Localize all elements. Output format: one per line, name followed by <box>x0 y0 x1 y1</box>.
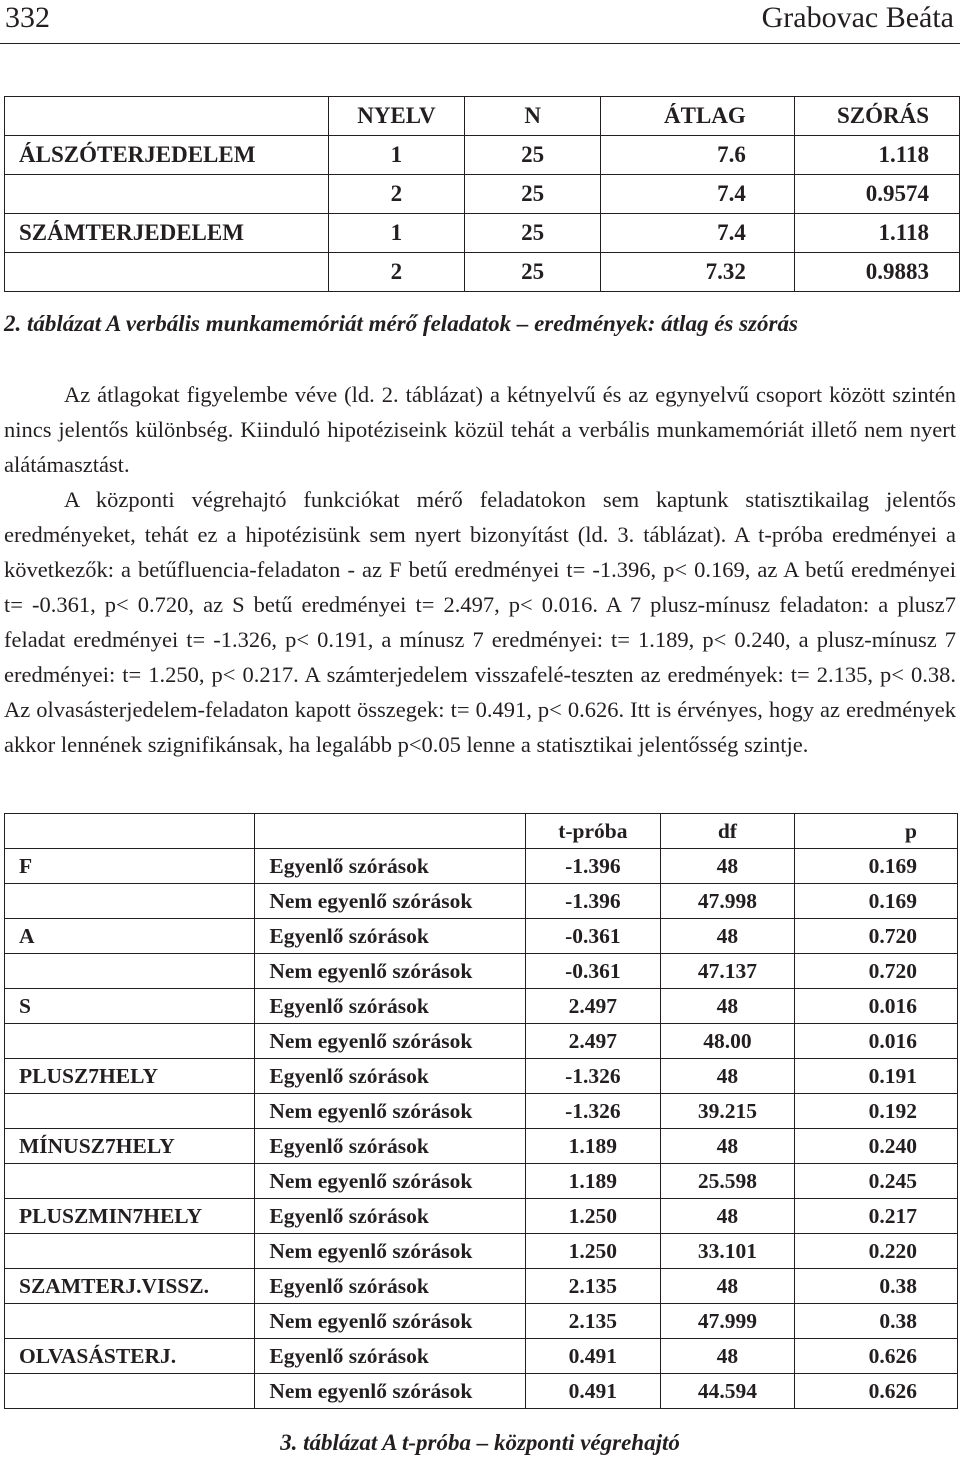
column-header: t-próba <box>526 814 660 849</box>
table-cell: SZAMTERJ.VISSZ. <box>5 1269 255 1304</box>
table-cell: Nem egyenlő szórások <box>255 884 526 919</box>
table-cell: A <box>5 919 255 954</box>
table-cell <box>5 1024 255 1059</box>
table-cell: PLUSZ7HELY <box>5 1059 255 1094</box>
table-cell: 2.135 <box>526 1304 660 1339</box>
table-row <box>5 919 958 954</box>
table-cell: -0.361 <box>526 919 660 954</box>
table-cell: 47.137 <box>660 954 795 989</box>
table-cell: 44.594 <box>660 1374 795 1409</box>
paragraph: A központi végrehajtó funkciókat mérő feladatokon sem kaptunk statisztikailag jelentős eredményeket, tehát ez a hipotézisünk sem nyert bizonyítást (ld. 3. táblázat). A t-próba eredményei a következők: a betűfluencia-feladaton - az F betű eredményei t= -1.396, p< 0.169, az A betű eredményei t= -0.361, p< 0.720, az S betű eredményei t= 2.497, p< 0.016. A 7 plusz-mínusz feladaton: a plusz7 feladat eredményei t= -1.326, p< 0.191, a mínusz 7 eredményei: t= 1.189, p< 0.240, a plusz-mínusz 7 eredményei: t= 1.250, p< 0.217. A számterjedelem visszafelé-teszten az eredmények: t= 2.135, p< 0.38. Az olvasásterjedelem-feladaton kapott összegek: t= 0.491, p< 0.626. Itt is érvényes, hogy az eredmények akkor lennének szignifikánsak, ha legalább p<0.05 lenne a statisztikai jelentősség szintje. <box>4 487 956 757</box>
table-cell <box>5 1304 255 1339</box>
table-row <box>5 1024 958 1059</box>
table-cell: 1 <box>329 214 465 253</box>
table-cell: Egyenlő szórások <box>255 1129 526 1164</box>
table-cell: 1 <box>329 136 465 175</box>
table-cell: Egyenlő szórások <box>255 849 526 884</box>
column-header: ÁTLAG <box>601 97 794 136</box>
table-cell: 0.9883 <box>794 253 959 292</box>
table-cell: 25 <box>464 214 601 253</box>
table-cell <box>5 1094 255 1129</box>
table-cell: 0.192 <box>795 1094 958 1129</box>
table-2-caption: 2. táblázat A verbális munkamemóriát mérő feladatok – eredmények: átlag és szórás <box>4 311 798 336</box>
table-cell: 7.32 <box>601 253 794 292</box>
table-row <box>5 1269 958 1304</box>
table-cell: 1.189 <box>526 1164 660 1199</box>
table-cell: -1.326 <box>526 1059 660 1094</box>
table-row <box>5 954 958 989</box>
table-cell: 0.217 <box>795 1199 958 1234</box>
table-cell: 48 <box>660 1199 795 1234</box>
page-header <box>0 0 960 40</box>
table-cell: -1.396 <box>526 884 660 919</box>
table-cell: Nem egyenlő szórások <box>255 1164 526 1199</box>
table-2-body <box>5 97 960 292</box>
table-cell: 0.169 <box>795 884 958 919</box>
table-cell: F <box>5 849 255 884</box>
table-row <box>5 214 960 253</box>
table-2 <box>4 96 960 292</box>
table-cell: 0.191 <box>795 1059 958 1094</box>
table-cell: 2.497 <box>526 1024 660 1059</box>
table-cell: 7.4 <box>601 214 794 253</box>
table-cell: 33.101 <box>660 1234 795 1269</box>
table-cell: Egyenlő szórások <box>255 1339 526 1374</box>
table-cell: 0.9574 <box>794 175 959 214</box>
table-cell: 1.189 <box>526 1129 660 1164</box>
table-cell: Nem egyenlő szórások <box>255 1024 526 1059</box>
body-text <box>4 377 956 762</box>
table-cell: 48 <box>660 1339 795 1374</box>
table-cell: 2 <box>329 175 465 214</box>
table-cell: Egyenlő szórások <box>255 919 526 954</box>
table-cell: 0.220 <box>795 1234 958 1269</box>
table-cell: 25 <box>464 175 601 214</box>
table-cell: 0.016 <box>795 1024 958 1059</box>
table-3-body <box>5 814 958 1409</box>
table-cell <box>5 253 329 292</box>
column-header <box>255 814 526 849</box>
column-header: SZÓRÁS <box>794 97 959 136</box>
table-cell: -1.326 <box>526 1094 660 1129</box>
table-cell: 7.6 <box>601 136 794 175</box>
table-cell: 7.4 <box>601 175 794 214</box>
table-cell: Nem egyenlő szórások <box>255 1304 526 1339</box>
table-cell: Egyenlő szórások <box>255 1059 526 1094</box>
table-header-row <box>5 814 958 849</box>
table-row <box>5 989 958 1024</box>
table-cell: MÍNUSZ7HELY <box>5 1129 255 1164</box>
table-cell: 48 <box>660 919 795 954</box>
column-header: df <box>660 814 795 849</box>
table-cell: Egyenlő szórások <box>255 1199 526 1234</box>
table-row <box>5 1199 958 1234</box>
table-cell: 0.626 <box>795 1339 958 1374</box>
table-row <box>5 253 960 292</box>
column-header: p <box>795 814 958 849</box>
table-3 <box>4 813 958 1409</box>
table-row <box>5 849 958 884</box>
table-row <box>5 1164 958 1199</box>
table-row <box>5 1234 958 1269</box>
table-cell: 2.497 <box>526 989 660 1024</box>
table-cell: 0.491 <box>526 1374 660 1409</box>
table-cell: 48.00 <box>660 1024 795 1059</box>
table-row <box>5 1374 958 1409</box>
column-header: NYELV <box>329 97 465 136</box>
table-cell: 1.250 <box>526 1199 660 1234</box>
table-cell: 0.491 <box>526 1339 660 1374</box>
table-cell: ÁLSZÓTERJEDELEM <box>5 136 329 175</box>
table-cell: 48 <box>660 1129 795 1164</box>
column-header <box>5 814 255 849</box>
table-row <box>5 884 958 919</box>
table-row <box>5 1304 958 1339</box>
table-cell: 0.720 <box>795 919 958 954</box>
table-row <box>5 1059 958 1094</box>
table-row <box>5 1094 958 1129</box>
paragraph: Az átlagokat figyelembe véve (ld. 2. táblázat) a kétnyelvű és az egynyelvű csoport között szintén nincs jelentős különbség. Kiinduló hipotéziseink közül tehát a verbális munkamemóriát illető nem nyert alátámasztást. <box>4 382 956 477</box>
table-cell: S <box>5 989 255 1024</box>
table-cell: 25 <box>464 253 601 292</box>
table-cell: 48 <box>660 989 795 1024</box>
table-row <box>5 175 960 214</box>
table-row <box>5 1129 958 1164</box>
table-cell <box>5 884 255 919</box>
table-header-row <box>5 97 960 136</box>
table-cell: Nem egyenlő szórások <box>255 954 526 989</box>
table-cell: 47.999 <box>660 1304 795 1339</box>
table-cell: 48 <box>660 1059 795 1094</box>
table-cell: 2.135 <box>526 1269 660 1304</box>
table-cell: 0.245 <box>795 1164 958 1199</box>
header-rule <box>0 43 960 44</box>
table-cell: 0.38 <box>795 1269 958 1304</box>
table-cell: 47.998 <box>660 884 795 919</box>
table-cell <box>5 954 255 989</box>
table-cell: 1.250 <box>526 1234 660 1269</box>
column-header: N <box>464 97 601 136</box>
table-cell: Nem egyenlő szórások <box>255 1094 526 1129</box>
table-cell: 25.598 <box>660 1164 795 1199</box>
table-cell: -1.396 <box>526 849 660 884</box>
table-cell: Nem egyenlő szórások <box>255 1374 526 1409</box>
table-cell: 1.118 <box>794 214 959 253</box>
page-number: 332 <box>5 1 50 34</box>
table-row <box>5 1339 958 1374</box>
table-cell: 48 <box>660 849 795 884</box>
table-cell: 0.169 <box>795 849 958 884</box>
table-cell: 2 <box>329 253 465 292</box>
running-author: Grabovac Beáta <box>761 1 954 34</box>
table-cell: OLVASÁSTERJ. <box>5 1339 255 1374</box>
table-cell: 48 <box>660 1269 795 1304</box>
table-cell <box>5 1374 255 1409</box>
table-cell: Egyenlő szórások <box>255 1269 526 1304</box>
table-cell: 25 <box>464 136 601 175</box>
table-cell: 39.215 <box>660 1094 795 1129</box>
column-header <box>5 97 329 136</box>
table-cell: 1.118 <box>794 136 959 175</box>
table-cell: 0.240 <box>795 1129 958 1164</box>
table-cell: PLUSZMIN7HELY <box>5 1199 255 1234</box>
table-cell: Nem egyenlő szórások <box>255 1234 526 1269</box>
table-cell: SZÁMTERJEDELEM <box>5 214 329 253</box>
table-cell: 0.720 <box>795 954 958 989</box>
table-row <box>5 136 960 175</box>
table-3-caption: 3. táblázat A t-próba – központi végrehajtó <box>280 1430 680 1455</box>
table-cell: Egyenlő szórások <box>255 989 526 1024</box>
table-cell <box>5 1234 255 1269</box>
table-cell <box>5 1164 255 1199</box>
table-cell: -0.361 <box>526 954 660 989</box>
table-cell <box>5 175 329 214</box>
table-cell: 0.626 <box>795 1374 958 1409</box>
table-cell: 0.38 <box>795 1304 958 1339</box>
table-cell: 0.016 <box>795 989 958 1024</box>
